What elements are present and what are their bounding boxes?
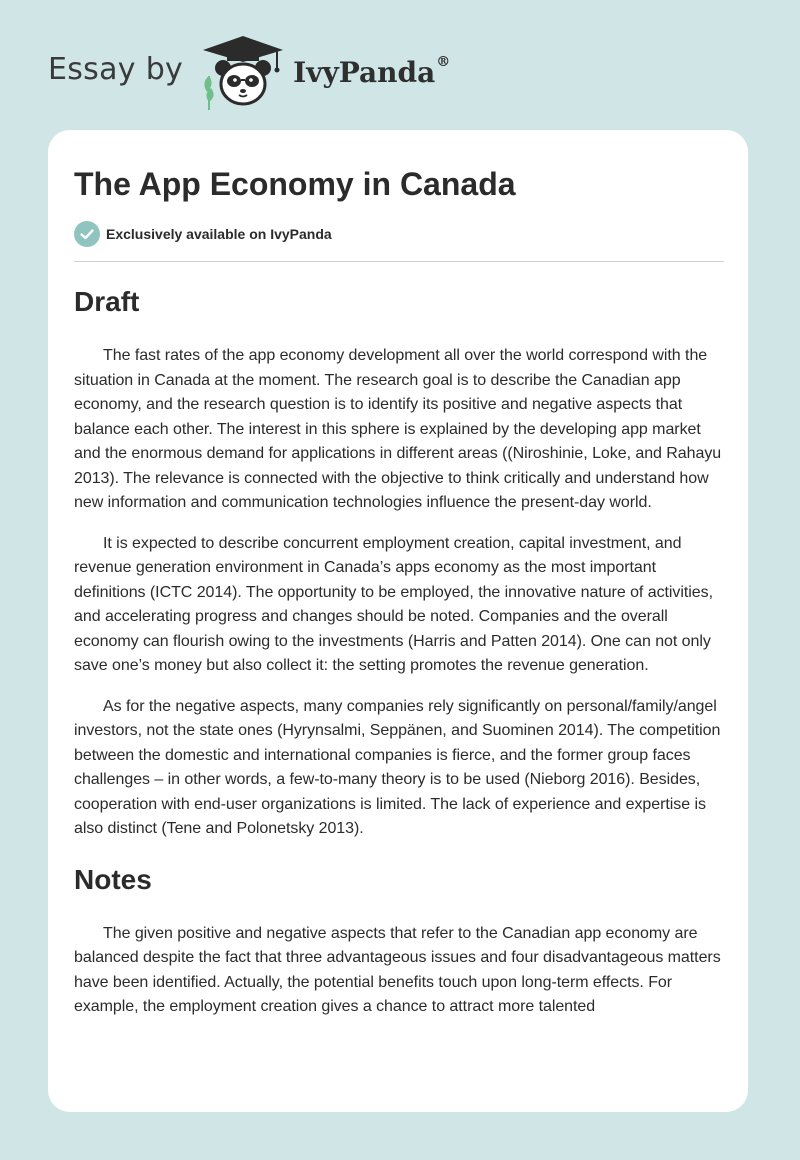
exclusive-badge-label: Exclusively available on IvyPanda: [106, 226, 332, 242]
paragraph: It is expected to describe concurrent employment creation, capital investment, and revenue generation environment in Canada’s apps economy as the most important definitions (ICTC 2014). The opportunity to be employed, the innovative nature of activities, and accelerating progress and changes should be noted. Companies and the overall economy can flourish owing to the investments (Harris and Patten 2014). One can not only save one’s money but also collect it: the setting promotes the revenue generation.: [74, 534, 713, 674]
site-header: [48, 30, 450, 112]
registered-mark: ®: [436, 53, 451, 70]
check-circle-icon: [74, 221, 100, 247]
article-title: The App Economy in Canada: [74, 166, 516, 202]
article-card: [48, 130, 748, 1112]
section-heading-notes: Notes: [74, 863, 152, 895]
essay-by-label: Essay by: [48, 51, 184, 87]
paragraph: The given positive and negative aspects that refer to the Canadian app economy are balanced despite the fact that three advantageous issues and four disadvantageous matters have been identified. Actually, the potential benefits touch upon long-term effects. For example, the employment creation gives a chance to attract more talented: [74, 924, 721, 1015]
article-body: [74, 282, 724, 1036]
section-heading-draft: Draft: [74, 286, 140, 317]
exclusive-badge: [74, 221, 332, 247]
title-divider: [74, 261, 724, 262]
paragraph: As for the negative aspects, many companies rely significantly on personal/family/angel investors, not the state ones (Hyrynsalmi, Seppänen, and Suominen 2014). The competition between the domestic and international companies is fierce, and the former group faces challenges – in other words, a few-to-many theory is to be used (Nieborg 2016). Besides, cooperation with end-user organizations is limited. The lack of experience and expertise is also distinct (Tene and Polonetsky 2013).: [74, 697, 721, 837]
brand-name[interactable]: IvyPanda®: [293, 53, 451, 89]
panda-graduate-logo-icon[interactable]: [197, 30, 289, 112]
paragraph: The fast rates of the app economy development all over the world correspond with the situation in Canada at the moment. The research goal is to describe the Canadian app economy, and the research question is to identify its positive and negative aspects that balance each other. The interest in this sphere is explained by the developing app market and the enormous demand for applications in different areas ((Niroshinie, Loke, and Rahayu 2013). The relevance is connected with the objective to think critically and understand how new information and communication technologies influence the present-day world.: [74, 347, 722, 511]
